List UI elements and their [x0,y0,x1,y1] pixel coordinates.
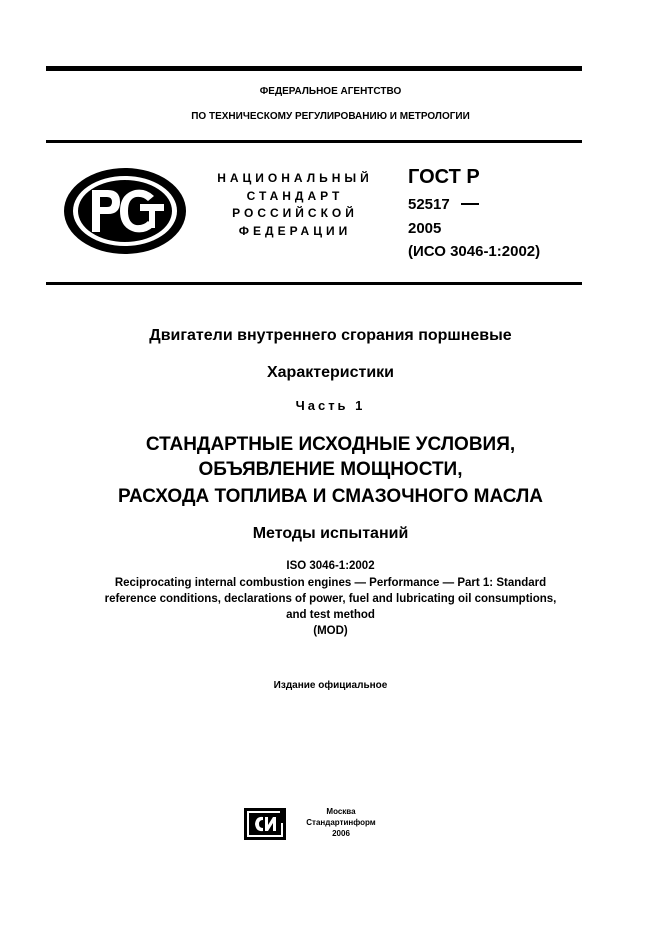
standard-line-2: СТАНДАРТ [246,188,344,203]
publisher-city: Москва [326,807,356,816]
iso-title-line-3: and test method [286,609,375,621]
official-edition-label: Издание официальное [273,680,388,691]
gost-year: 2005 [408,220,442,237]
standard-line-4: ФЕДЕРАЦИИ [238,223,352,238]
agency-line-2: ПО ТЕХНИЧЕСКОМУ РЕГУЛИРОВАНИЮ И МЕТРОЛОГИИ [191,111,470,122]
top-rule [46,66,582,71]
iso-title-line-2: reference conditions, declarations of power, fuel and lubricating oil consumptions, [104,593,557,605]
national-standard-block [200,170,390,240]
agency-rule [46,140,582,143]
agency-line-1: ФЕДЕРАЛЬНОЕ АГЕНТСТВО [259,86,402,97]
standard-line-1: НАЦИОНАЛЬНЫЙ [217,171,373,185]
standartinform-logo-icon [244,808,286,840]
gost-number-dash [461,203,479,205]
gost-iso-reference: (ИСО 3046-1:2002) [408,243,541,260]
iso-modification-mark: (MOD) [313,625,348,637]
document-title: Двигатели внутреннего сгорания поршневые [149,327,512,344]
publisher-year: 2006 [332,829,350,838]
test-methods-heading: Методы испытаний [252,525,409,542]
document-part: Часть 1 [295,398,366,413]
header-bottom-rule [46,282,582,285]
main-title-line-1: СТАНДАРТНЫЕ ИСХОДНЫЕ УСЛОВИЯ, [145,434,516,455]
gost-number: 52517 [408,196,450,213]
gost-title: ГОСТ Р [408,166,480,188]
document-subtitle: Характеристики [266,364,394,381]
main-title-line-3: РАСХОДА ТОПЛИВА И СМАЗОЧНОГО МАСЛА [117,486,543,507]
standard-line-3: РОССИЙСКОЙ [232,206,358,220]
publisher-name: Стандартинформ [306,818,376,827]
iso-designation: ISO 3046-1:2002 [286,560,375,572]
iso-title-line-1: Reciprocating internal combustion engines — Performance — Part 1: Standard [114,577,547,589]
rst-logo-icon [62,166,188,256]
main-title-line-2: ОБЪЯВЛЕНИЕ МОЩНОСТИ, [198,459,463,480]
